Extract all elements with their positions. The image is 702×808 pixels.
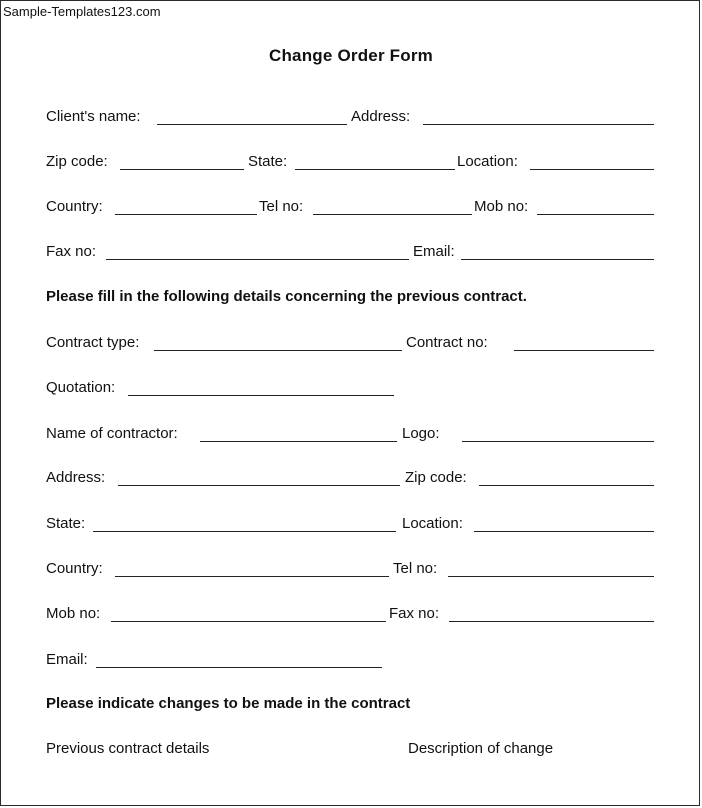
- contractor-tel-no-label: Tel no:: [393, 560, 438, 577]
- client-state-label: State:: [248, 153, 288, 170]
- quotation-field[interactable]: [128, 395, 394, 396]
- contractor-address-label: Address:: [46, 469, 106, 486]
- contract-row-country-tel: [46, 558, 654, 580]
- contractor-address-field[interactable]: [118, 485, 400, 486]
- contract-row-contractor-logo: [46, 423, 654, 445]
- contractor-zip-code-field[interactable]: [479, 485, 654, 486]
- client-tel-no-field[interactable]: [313, 214, 472, 215]
- client-tel-no-label: Tel no:: [259, 198, 304, 215]
- contractor-email-label: Email:: [46, 651, 88, 668]
- client-email-label: Email:: [413, 243, 455, 260]
- contractor-fax-no-label: Fax no:: [389, 605, 440, 622]
- client-fax-no-label: Fax no:: [46, 243, 97, 260]
- logo-field[interactable]: [462, 441, 654, 442]
- client-country-label: Country:: [46, 198, 103, 215]
- quotation-label: Quotation:: [46, 379, 116, 396]
- client-row-zip-state-location: [46, 151, 654, 173]
- contractor-country-field[interactable]: [115, 576, 389, 577]
- contract-row-email: [46, 649, 654, 671]
- contract-row-mob-fax: [46, 603, 654, 625]
- client-location-field[interactable]: [530, 169, 654, 170]
- client-fax-no-field[interactable]: [106, 259, 409, 260]
- contractor-fax-no-field[interactable]: [449, 621, 654, 622]
- client-state-field[interactable]: [295, 169, 455, 170]
- contract-row-quotation: [46, 377, 654, 399]
- contractor-email-field[interactable]: [96, 667, 382, 668]
- client-zip-code-label: Zip code:: [46, 153, 108, 170]
- previous-contract-heading: Please fill in the following details concerning the previous contract.: [46, 288, 527, 305]
- changes-heading: Please indicate changes to be made in the contract: [46, 695, 411, 712]
- logo-label: Logo:: [402, 425, 440, 442]
- name-of-contractor-label: Name of contractor:: [46, 425, 178, 442]
- contractor-location-label: Location:: [402, 515, 463, 532]
- contractor-country-label: Country:: [46, 560, 103, 577]
- contractor-mob-no-field[interactable]: [111, 621, 386, 622]
- contract-row-address-zip: [46, 467, 654, 489]
- client-address-field[interactable]: [423, 124, 654, 125]
- contract-row-type-no: [46, 332, 654, 354]
- client-email-field[interactable]: [461, 259, 654, 260]
- client-row-name-address: [46, 106, 654, 128]
- description-of-change-heading: Description of change: [408, 740, 554, 757]
- contract-row-state-location: [46, 513, 654, 535]
- client-mob-no-label: Mob no:: [474, 198, 529, 215]
- contract-no-label: Contract no:: [406, 334, 488, 351]
- contractor-tel-no-field[interactable]: [448, 576, 654, 577]
- client-zip-code-field[interactable]: [120, 169, 244, 170]
- client-location-label: Location:: [457, 153, 518, 170]
- client-mob-no-field[interactable]: [537, 214, 654, 215]
- contractor-state-field[interactable]: [93, 531, 396, 532]
- contractor-zip-code-label: Zip code:: [405, 469, 467, 486]
- client-row-country-tel-mob: [46, 196, 654, 218]
- previous-contract-details-heading: Previous contract details: [46, 740, 210, 757]
- contract-no-field[interactable]: [514, 350, 654, 351]
- name-of-contractor-field[interactable]: [200, 441, 397, 442]
- contractor-location-field[interactable]: [474, 531, 654, 532]
- clients-name-label: Client's name:: [46, 108, 141, 125]
- clients-name-field[interactable]: [157, 124, 347, 125]
- contract-type-label: Contract type:: [46, 334, 140, 351]
- contractor-mob-no-label: Mob no:: [46, 605, 101, 622]
- page-title: Change Order Form: [269, 46, 433, 65]
- client-address-label: Address:: [351, 108, 411, 125]
- client-row-fax-email: [46, 241, 654, 263]
- client-country-field[interactable]: [115, 214, 257, 215]
- contractor-state-label: State:: [46, 515, 86, 532]
- contract-type-field[interactable]: [154, 350, 402, 351]
- site-watermark: Sample-Templates123.com: [3, 4, 161, 19]
